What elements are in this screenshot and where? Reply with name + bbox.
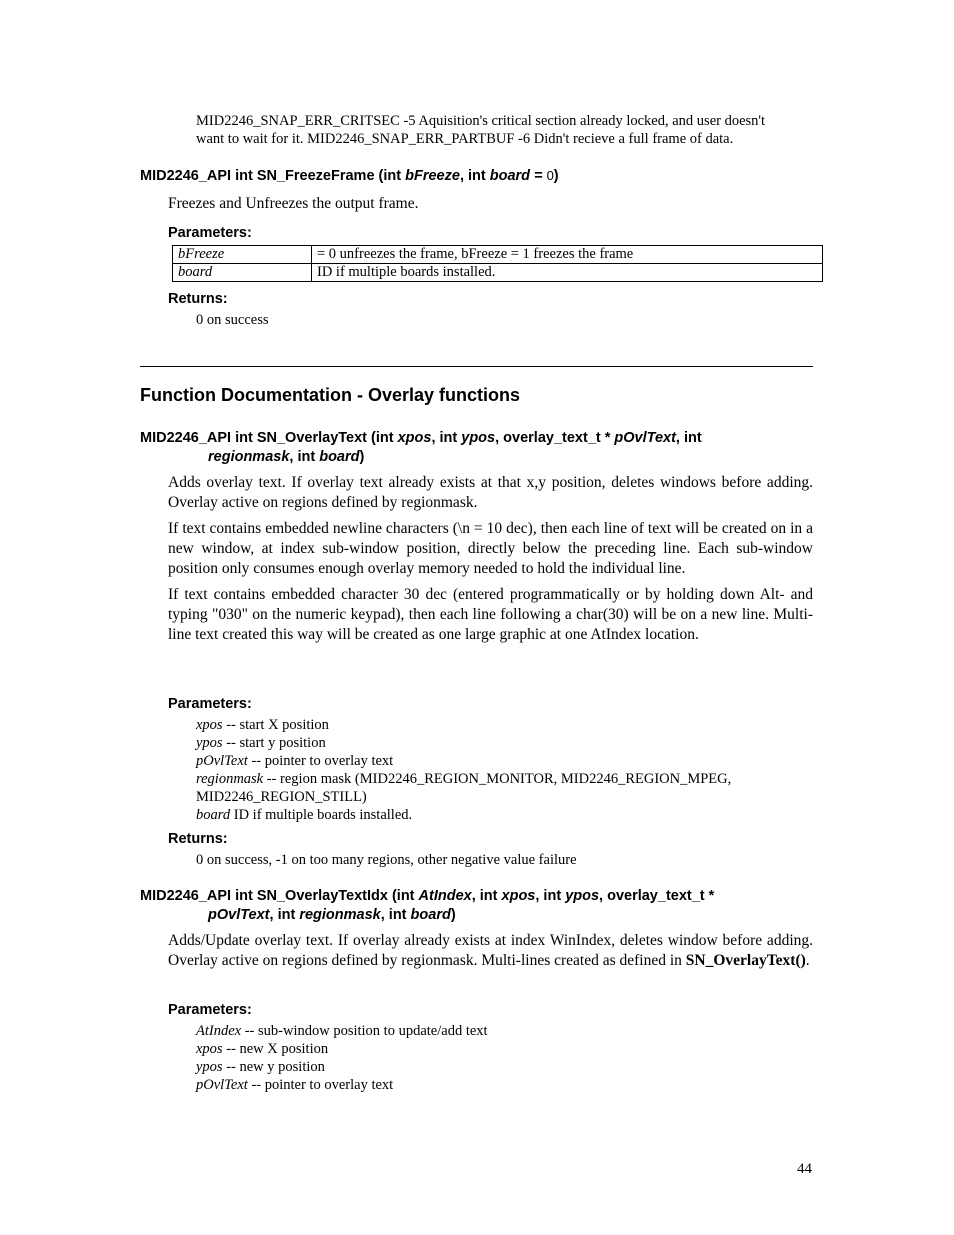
sig-arg: board [410,907,451,923]
list-item [196,752,816,770]
overlay-text-signature [140,429,820,467]
overlay-text-idx-params [196,1022,816,1094]
param-name: ypos [196,735,223,751]
list-item [196,1022,816,1040]
param-desc: = 0 unfreezes the frame, bFreeze = 1 freezes the frame [312,246,823,264]
desc-text: . [805,952,810,969]
section-title: Function Documentation - Overlay functions [140,385,521,405]
list-item [196,1076,816,1094]
sig-arg: xpos [501,888,536,904]
parameters-label: Parameters: [168,1002,252,1018]
sig-close: ) [553,168,559,184]
description-paragraph: Adds overlay text. If overlay text already exists at that x,y position, deletes windows before adding. Overlay active on regions defined by regionmask. [168,474,813,511]
param-desc: -- sub-window position to update/add text [241,1023,488,1039]
sig-arg: pOvlText [208,907,270,923]
parameters-label: Parameters: [168,696,252,712]
list-item [196,1058,816,1076]
section-divider [140,366,813,367]
param-desc: ID if multiple boards installed. [230,807,413,823]
sig-arg: board [319,449,360,465]
list-item [196,734,816,752]
param-desc: -- start X position [222,717,329,733]
overlay-text-description [168,473,813,651]
overlay-text-idx-signature [140,887,820,925]
sig-close: ) [450,907,456,923]
sig-sep: , int [459,168,490,184]
function-reference: SN_OverlayText() [685,952,806,969]
page-number: 44 [797,1161,812,1177]
list-item [196,770,816,788]
description-paragraph: If text contains embedded newline characters (\n = 10 dec), then each line of text will be created on in a new window, at index sub-window position, directly below the preceding line. Each sub-window position only consumes enough overlay memory needed to hold the individual line. [168,520,813,577]
param-name: board [173,264,312,282]
param-desc: -- pointer to overlay text [247,753,394,769]
sig-arg: bFreeze [405,168,460,184]
param-name: AtIndex [196,1023,242,1039]
param-desc: -- new X position [222,1041,329,1057]
desc-text: Adds/Update overlay text. If overlay already exists at index WinIndex, deletes window before adding. Overlay active on regions defined by regionmask. Multi-lines created as defined in [168,932,813,969]
sig-sep: , int [675,430,702,446]
error-line-2: want to wait for it. MID2246_SNAP_ERR_PARTBUF -6 Didn't recieve a full frame of data. [196,131,734,147]
sig-arg: AtIndex [418,888,472,904]
param-name: board [196,807,231,823]
sig-prefix: MID2246_API int SN_OverlayTextIdx (int [140,888,419,904]
returns-text: 0 on success, -1 on too many regions, other negative value failure [196,852,577,868]
overlay-text-idx-description [168,931,813,977]
list-item [196,716,816,734]
sig-arg: regionmask [299,907,381,923]
param-name: ypos [196,1059,223,1075]
returns-text: 0 on success [196,312,269,328]
freeze-params-table [172,245,823,282]
sig-arg: board [489,168,531,184]
sig-arg: ypos [565,888,600,904]
freeze-frame-description [168,194,813,220]
sig-eq: = [530,168,547,184]
sig-sep: , int [380,907,411,923]
parameters-label: Parameters: [168,225,252,241]
sig-close: ) [359,449,365,465]
list-item [196,788,816,806]
sig-sep: , int [289,449,320,465]
param-name: xpos [196,1041,223,1057]
param-name: pOvlText [196,753,248,769]
returns-label: Returns: [168,831,228,847]
sig-sep: , overlay_text_t * [599,888,715,904]
param-desc: -- new y position [222,1059,325,1075]
freeze-frame-signature [140,166,780,186]
error-line-1: MID2246_SNAP_ERR_CRITSEC -5 Aquisition's critical section already locked, and user doesn't [196,113,766,129]
sig-sep: , int [535,888,566,904]
param-desc: -- start y position [222,735,326,751]
sig-sep: , int [471,888,502,904]
param-desc: MID2246_REGION_STILL) [196,789,367,805]
param-desc: -- region mask (MID2246_REGION_MONITOR, MID2246_REGION_MPEG, [263,771,732,787]
table-row [173,246,823,264]
sig-prefix: MID2246_API int SN_OverlayText (int [140,430,398,446]
sig-sep: , overlay_text_t * [495,430,615,446]
description-paragraph [168,931,813,971]
sig-arg: xpos [397,430,432,446]
param-desc: ID if multiple boards installed. [312,264,823,282]
sig-default: 0 [546,168,554,183]
param-name: bFreeze [173,246,312,264]
sig-sep: , int [269,907,300,923]
overlay-text-params [196,716,816,824]
description-paragraph: Freezes and Unfreezes the output frame. [168,195,419,212]
param-name: pOvlText [196,1077,248,1093]
sig-arg: regionmask [208,449,290,465]
param-name: xpos [196,717,223,733]
description-paragraph: If text contains embedded character 30 dec (entered programmatically or by holding down Alt- and typing "030" on the numeric keypad), then each line following a char(30) will be on a new line. Multi-line text created this way will be created as one large graphic at one AtIndex location. [168,586,813,643]
list-item [196,1040,816,1058]
param-name: regionmask [196,771,264,787]
list-item [196,806,816,824]
table-row [173,264,823,282]
param-desc: -- pointer to overlay text [247,1077,394,1093]
returns-label: Returns: [168,291,228,307]
sig-prefix: MID2246_API int SN_FreezeFrame (int [140,168,406,184]
error-codes-text [196,112,816,148]
sig-arg: ypos [461,430,496,446]
sig-sep: , int [431,430,462,446]
sig-arg: pOvlText [614,430,676,446]
